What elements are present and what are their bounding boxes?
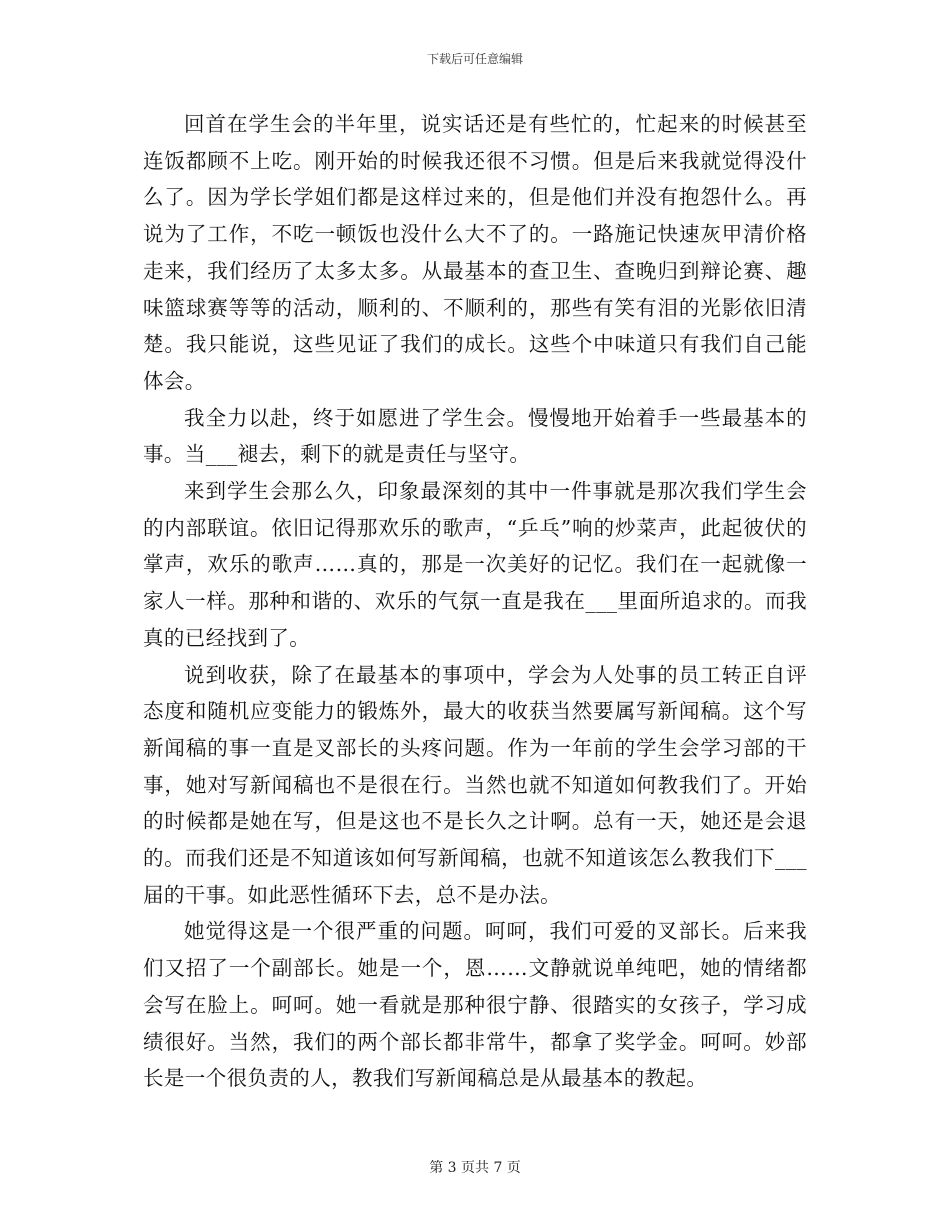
paragraph: 我全力以赴，终于如愿进了学生会。慢慢地开始着手一些最基本的事。当___褪去，剩下的就是责任与坚守。 (143, 405, 807, 467)
paragraph: 说到收获，除了在最基本的事项中，学会为人处事的员工转正自评态度和随机应变能力的锻炼外，最大的收获当然要属写新闻稿。这个写新闻稿的事一直是叉部长的头疼问题。作为一年前的学生会学习部的干事，她对写新闻稿也不是很在行。当然也就不知道如何教我们了。开始的时候都是她在写，但是这也不是长久之计啊。总有一天，她还是会退的。而我们还是不知道该如何写新闻稿，也就不知道该怎么教我们下___届的干事。如此恶性循环下去，总不是办法。 (143, 662, 807, 907)
document-body (143, 106, 807, 1097)
paragraph: 来到学生会那么久，印象最深刻的其中一件事就是那次我们学生会的内部联谊。依旧记得那欢乐的歌声，“乒乓”响的炒菜声，此起彼伏的掌声，欢乐的歌声……真的，那是一次美好的记忆。我们在一起就像一家人一样。那种和谐的、欢乐的气氛一直是我在___里面所追求的。而我真的已经找到了。 (143, 479, 807, 650)
paragraph: 回首在学生会的半年里，说实话还是有些忙的，忙起来的时候甚至连饭都顾不上吃。刚开始的时候我还很不习惯。但是后来我就觉得没什么了。因为学长学姐们都是这样过来的，但是他们并没有抱怨什么。再说为了工作，不吃一顿饭也没什么大不了的。一路施记快速灰甲清价格走来，我们经历了太多太多。从最基本的查卫生、查晚归到辩论赛、趣味篮球赛等等的活动，顺利的、不顺利的，那些有笑有泪的光影依旧清楚。我只能说，这些见证了我们的成长。这些个中味道只有我们自己能体会。 (143, 112, 807, 393)
page-footer: 第 3 页共 7 页 (429, 1160, 521, 1176)
paragraph: 她觉得这是一个很严重的问题。呵呵，我们可爱的叉部长。后来我们又招了一个副部长。她是一个，恩……文静就说单纯吧，她的情绪都会写在脸上。呵呵。她一看就是那种很宁静、很踏实的女孩子，学习成绩很好。当然，我们的两个部长都非常牛，都拿了奖学金。呵呵。妙部长是一个很负责的人，教我们写新闻稿总是从最基本的教起。 (143, 919, 807, 1091)
page-header: 下载后可任意编辑 (426, 52, 523, 66)
